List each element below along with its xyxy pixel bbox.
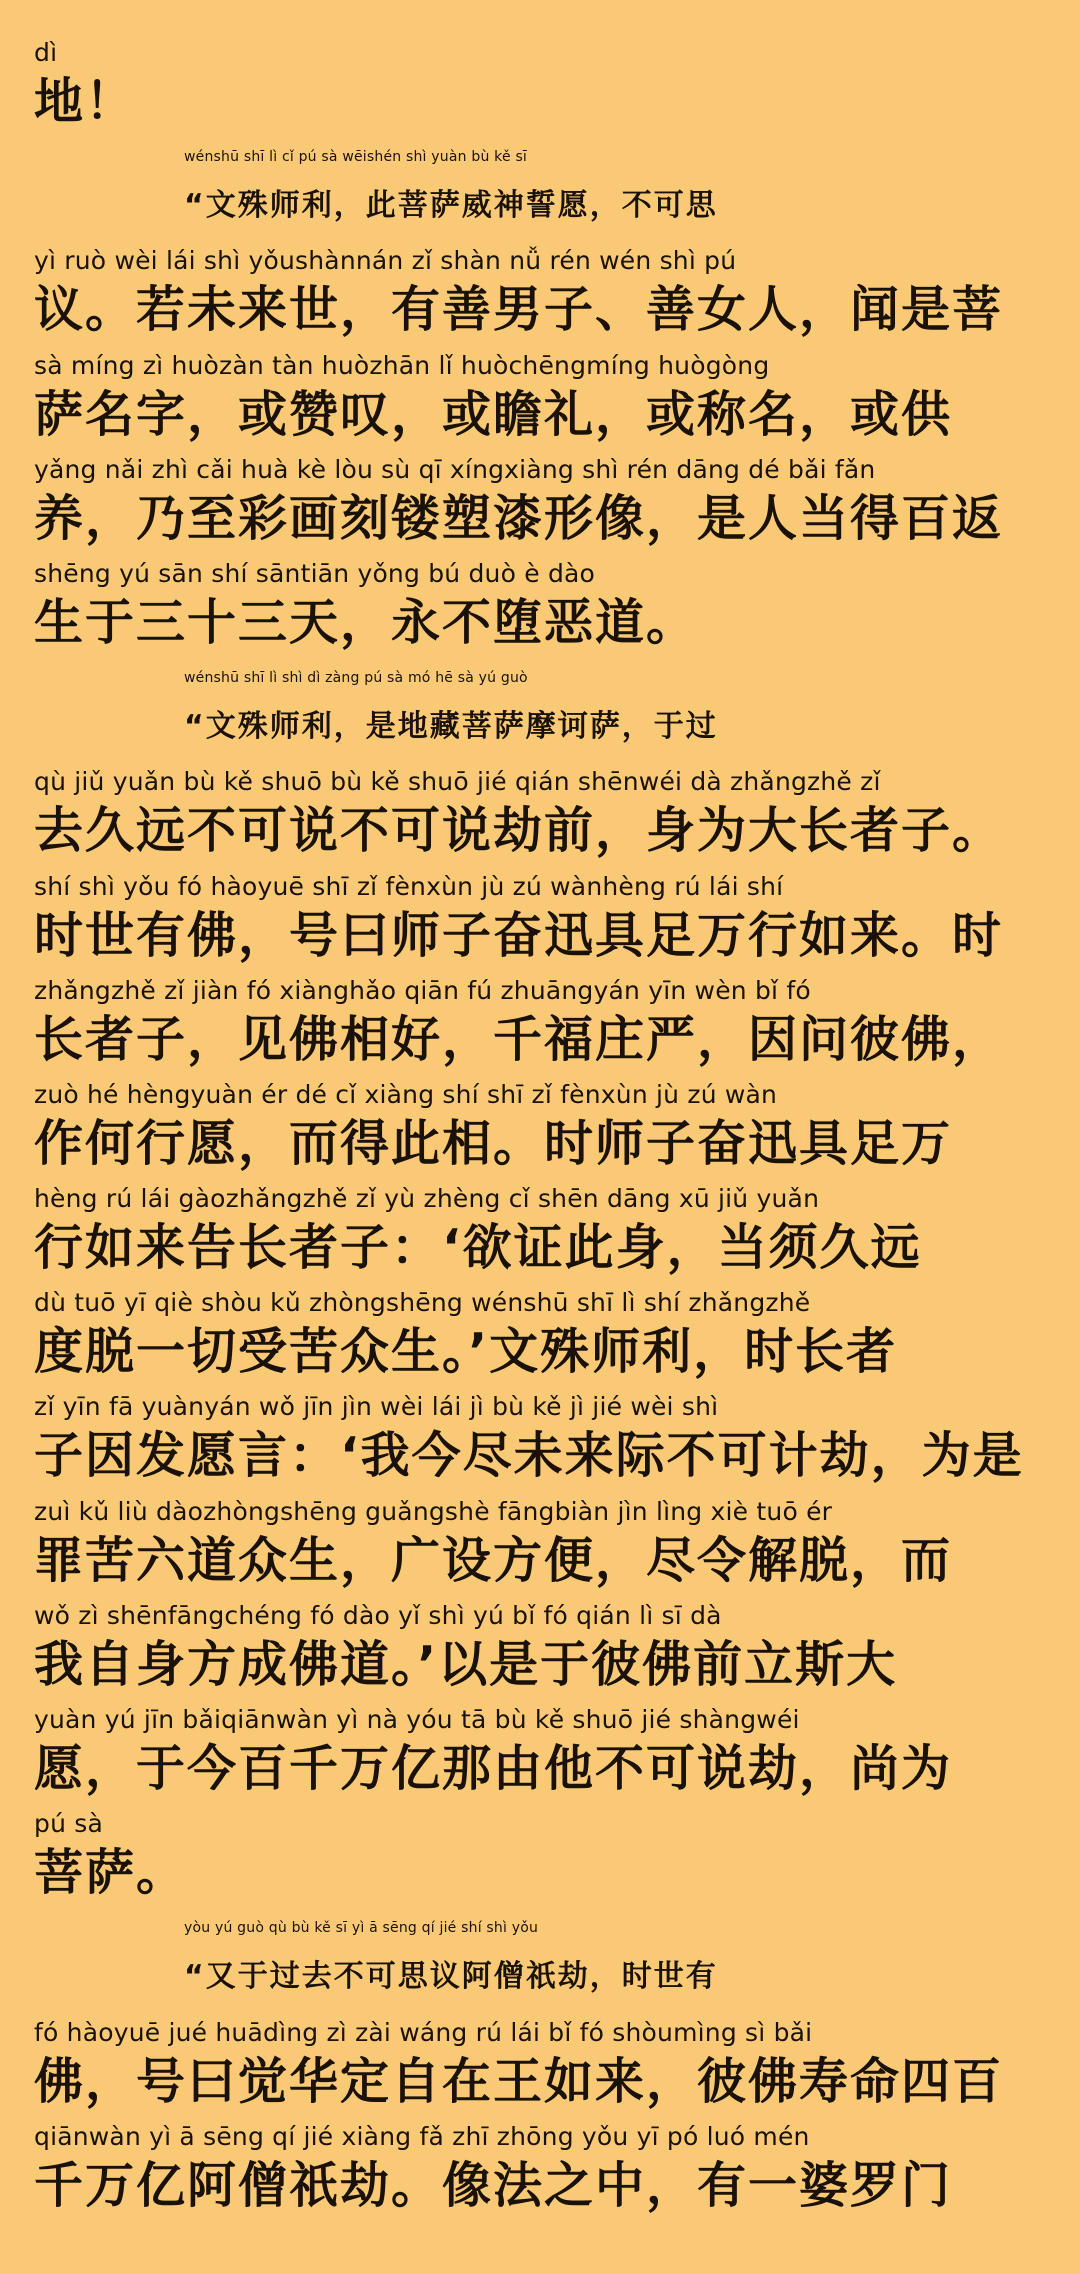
- pinyin-annotation: wǒ zì shēnfāngchéng fó dào yǐ shì yú bǐ fó qián lì sī dà: [34, 1600, 722, 1630]
- chinese-text: “文殊师利，此菩萨威神誓愿，不可思: [184, 188, 718, 224]
- text-line: [34, 974, 1046, 1078]
- pinyin-annotation: zuì kǔ liù dàozhòngshēng guǎngshè fāngbiàn jìn lìng xiè tuō ér: [34, 1496, 833, 1526]
- text-line: [34, 870, 1046, 974]
- text-line: [34, 1182, 1046, 1286]
- chinese-text: 度脱一切受苦众生。’文殊师利，时长者: [34, 1323, 898, 1381]
- text-line: [34, 1599, 1046, 1703]
- chinese-text: 议。若未来世，有善男子、善女人，闻是菩: [34, 281, 1004, 339]
- chinese-text: 萨名字，或赞叹，或瞻礼，或称名，或供: [34, 385, 953, 443]
- text-line: [34, 1286, 1046, 1390]
- text-line: [34, 1703, 1046, 1807]
- pinyin-annotation: yì ruò wèi lái shì yǒushànnán zǐ shàn nǚ rén wén shì pú: [34, 246, 737, 276]
- chinese-text: “又于过去不可思议阿僧祇劫，时世有: [184, 1959, 718, 1995]
- pinyin-annotation: pú sà: [34, 1809, 104, 1839]
- text-line: [34, 140, 1046, 244]
- text-line: [34, 349, 1046, 453]
- text-line: [34, 244, 1046, 348]
- chinese-text: 罪苦六道众生，广设方便，尽令解脱，而: [34, 1531, 953, 1589]
- chinese-text: 菩萨。: [34, 1844, 188, 1902]
- pinyin-annotation: sà míng zì huòzàn tàn huòzhān lǐ huòchēngmíng huògòng: [34, 350, 770, 380]
- chinese-text: 养，乃至彩画刻镂塑漆形像，是人当得百返: [34, 489, 1004, 547]
- pinyin-annotation: shēng yú sān shí sāntiān yǒng bú duò è dào: [34, 558, 596, 588]
- chinese-text: 愿，于今百千万亿那由他不可说劫，尚为: [34, 1740, 953, 1797]
- pinyin-annotation: dù tuō yī qiè shòu kǔ zhòngshēng wénshū shī lì shí zhǎngzhě: [34, 1288, 811, 1318]
- text-line: [34, 1390, 1046, 1494]
- chinese-text: 长者子，见佛相好，千福庄严，因问彼佛，: [34, 1010, 1004, 1068]
- chinese-text: 生于三十三天，永不堕恶道。: [34, 593, 698, 651]
- text-line: [34, 36, 1046, 140]
- text-line: [34, 661, 1046, 765]
- text-line: [34, 2120, 1046, 2224]
- text-line: [34, 453, 1046, 557]
- pinyin-annotation: shí shì yǒu fó hàoyuē shī zǐ fènxùn jù zú wànhèng rú lái shí: [34, 871, 784, 901]
- chinese-text: 作何行愿，而得此相。时师子奋迅具足万: [34, 1114, 953, 1172]
- pinyin-annotation: wénshū shī lì cǐ pú sà wēishén shì yuàn bù kě sī: [184, 149, 528, 166]
- pinyin-annotation: yòu yú guò qù bù kě sī yì ā sēng qí jié shí shì yǒu: [184, 1920, 539, 1937]
- pinyin-annotation: zhǎngzhě zǐ jiàn fó xiànghǎo qiān fú zhuāngyán yīn wèn bǐ fó: [34, 975, 811, 1005]
- pinyin-annotation: qiānwàn yì ā sēng qí jié xiàng fǎ zhī zhōng yǒu yī pó luó mén: [34, 2121, 810, 2151]
- pinyin-annotation: hèng rú lái gàozhǎngzhě zǐ yù zhèng cǐ shēn dāng xū jiǔ yuǎn: [34, 1184, 820, 1214]
- pinyin-annotation: dì: [34, 38, 58, 67]
- text-line: [34, 1078, 1046, 1182]
- text-body: [34, 36, 1046, 2224]
- pinyin-annotation: zuò hé hèngyuàn ér dé cǐ xiàng shí shī zǐ fènxùn jù zú wàn: [34, 1079, 778, 1109]
- chinese-text: 地！: [34, 73, 137, 130]
- chinese-text: 佛，号曰觉华定自在王如来，彼佛寿命四百: [34, 2052, 1004, 2110]
- chinese-text: 子因发愿言：‘我今尽未来际不可计劫，为是: [34, 1427, 1024, 1485]
- pinyin-annotation: yuàn yú jīn bǎiqiānwàn yì nà yóu tā bù kě shuō jié shàngwéi: [34, 1705, 800, 1734]
- text-line: [34, 1911, 1046, 2015]
- pinyin-annotation: fó hàoyuē jué huādìng zì zài wáng rú lái bǐ fó shòumìng sì bǎi: [34, 2017, 813, 2047]
- text-line: [34, 557, 1046, 661]
- chinese-text: 千万亿阿僧祇劫。像法之中，有一婆罗门: [34, 2156, 953, 2214]
- chinese-text: 行如来告长者子：‘欲证此身，当须久远: [34, 1219, 922, 1277]
- pinyin-annotation: yǎng nǎi zhì cǎi huà kè lòu sù qī xíngxiàng shì rén dāng dé bǎi fǎn: [34, 454, 876, 484]
- text-line: [34, 1807, 1046, 1911]
- chinese-text: 时世有佛，号曰师子奋迅具足万行如来。时: [34, 906, 1004, 964]
- chinese-text: “文殊师利，是地藏菩萨摩诃萨，于过: [184, 709, 718, 745]
- pinyin-annotation: wénshū shī lì shì dì zàng pú sà mó hē sà yú guò: [184, 670, 528, 687]
- text-line: [34, 1495, 1046, 1599]
- text-line: [34, 2016, 1046, 2120]
- chinese-text: 去久远不可说不可说劫前，身为大长者子。: [34, 802, 1004, 860]
- pinyin-annotation: qù jiǔ yuǎn bù kě shuō bù kě shuō jié qián shēnwéi dà zhǎngzhě zǐ: [34, 767, 881, 797]
- text-line: [34, 765, 1046, 869]
- chinese-text: 我自身方成佛道。’以是于彼佛前立斯大: [34, 1635, 898, 1693]
- pinyin-annotation: zǐ yīn fā yuànyán wǒ jīn jìn wèi lái jì bù kě jì jié wèi shì: [34, 1392, 719, 1422]
